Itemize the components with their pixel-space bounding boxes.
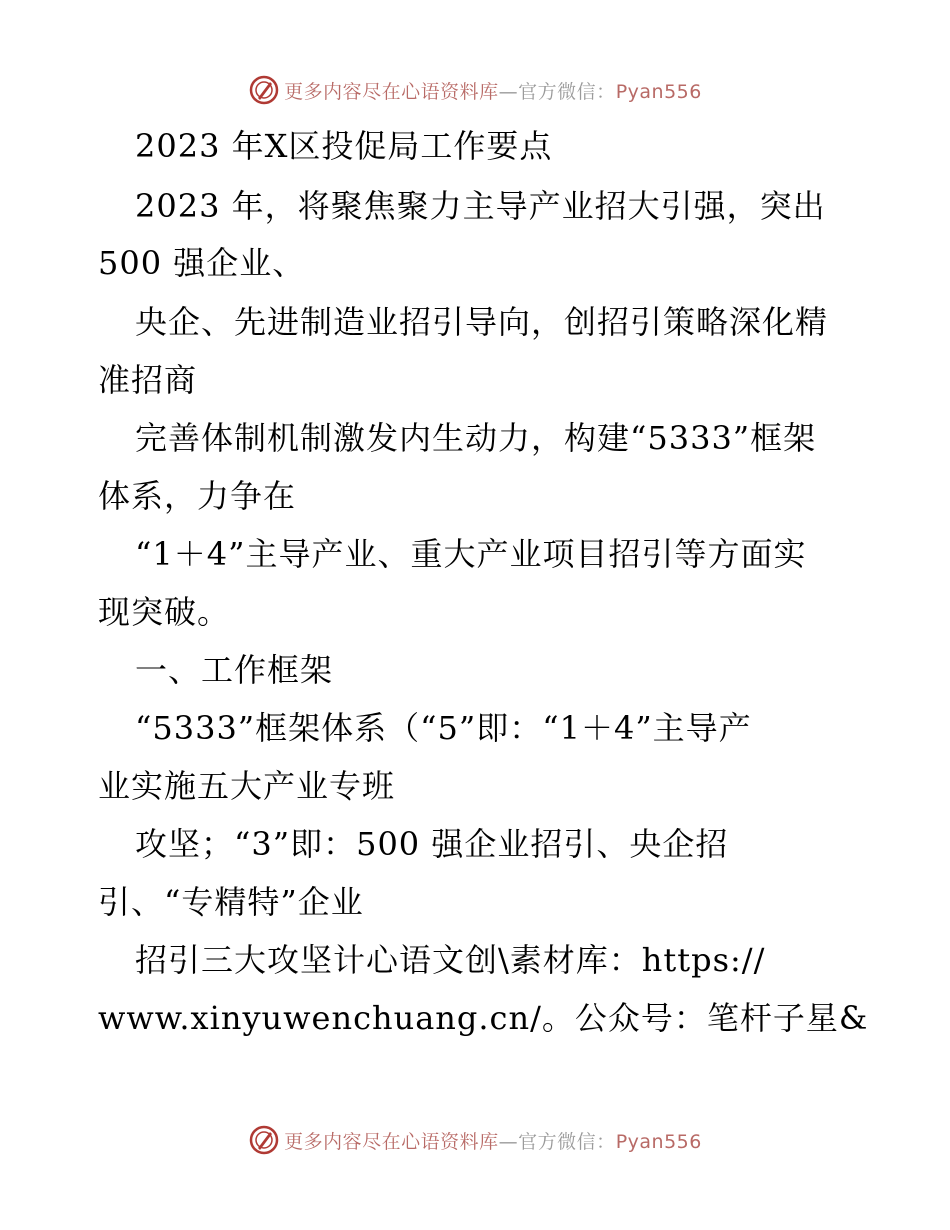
paragraph-line: 完善体制机制激发内生动力，构建“5333”框架	[135, 419, 817, 457]
watermark-text	[284, 77, 702, 104]
watermark-text	[284, 1127, 702, 1154]
paragraph-line: 准招商	[98, 361, 198, 399]
paragraph-line: 引、“专精特”企业	[98, 883, 364, 921]
section-heading: 一、工作框架	[135, 651, 334, 689]
watermark-wechat-id: Pyan556	[615, 1130, 702, 1153]
paragraph-line: “5333”框架体系（“5”即：“1＋4”主导产	[135, 709, 752, 747]
watermark-header	[0, 70, 950, 110]
paragraph-line: 体系，力争在	[98, 477, 297, 515]
paragraph-line: 央企、先进制造业招引导向，创招引策略深化精	[135, 303, 829, 341]
pen-logo-icon	[248, 74, 280, 106]
watermark-dash: —	[498, 1130, 519, 1153]
pen-logo-icon	[248, 1124, 280, 1156]
paragraph-line: 招引三大攻坚计心语文创\素材库：https://	[135, 941, 766, 979]
watermark-dash: —	[498, 80, 519, 103]
paragraph-line: 现突破。	[98, 593, 231, 631]
paragraph-line: “1＋4”主导产业、重大产业项目招引等方面实	[135, 535, 807, 573]
document-title: 2023 年X区投促局工作要点	[135, 127, 553, 165]
paragraph-line: 500 强企业、	[98, 244, 306, 282]
paragraph-line: 攻坚；“3”即：500 强企业招引、央企招	[135, 825, 729, 863]
watermark-wechat-label: 官方微信：	[518, 80, 616, 103]
paragraph-line: www.xinyuwenchuang.cn/。公众号：笔杆子星&	[98, 999, 869, 1037]
watermark-footer	[0, 1120, 950, 1160]
paragraph-line: 2023 年，将聚焦聚力主导产业招大引强，突出	[135, 187, 826, 225]
watermark-wechat-id: Pyan556	[615, 80, 702, 103]
watermark-main: 更多内容尽在心语资料库	[284, 1130, 499, 1153]
watermark-main: 更多内容尽在心语资料库	[284, 80, 499, 103]
paragraph-line: 业实施五大产业专班	[98, 767, 396, 805]
watermark-wechat-label: 官方微信：	[518, 1130, 616, 1153]
